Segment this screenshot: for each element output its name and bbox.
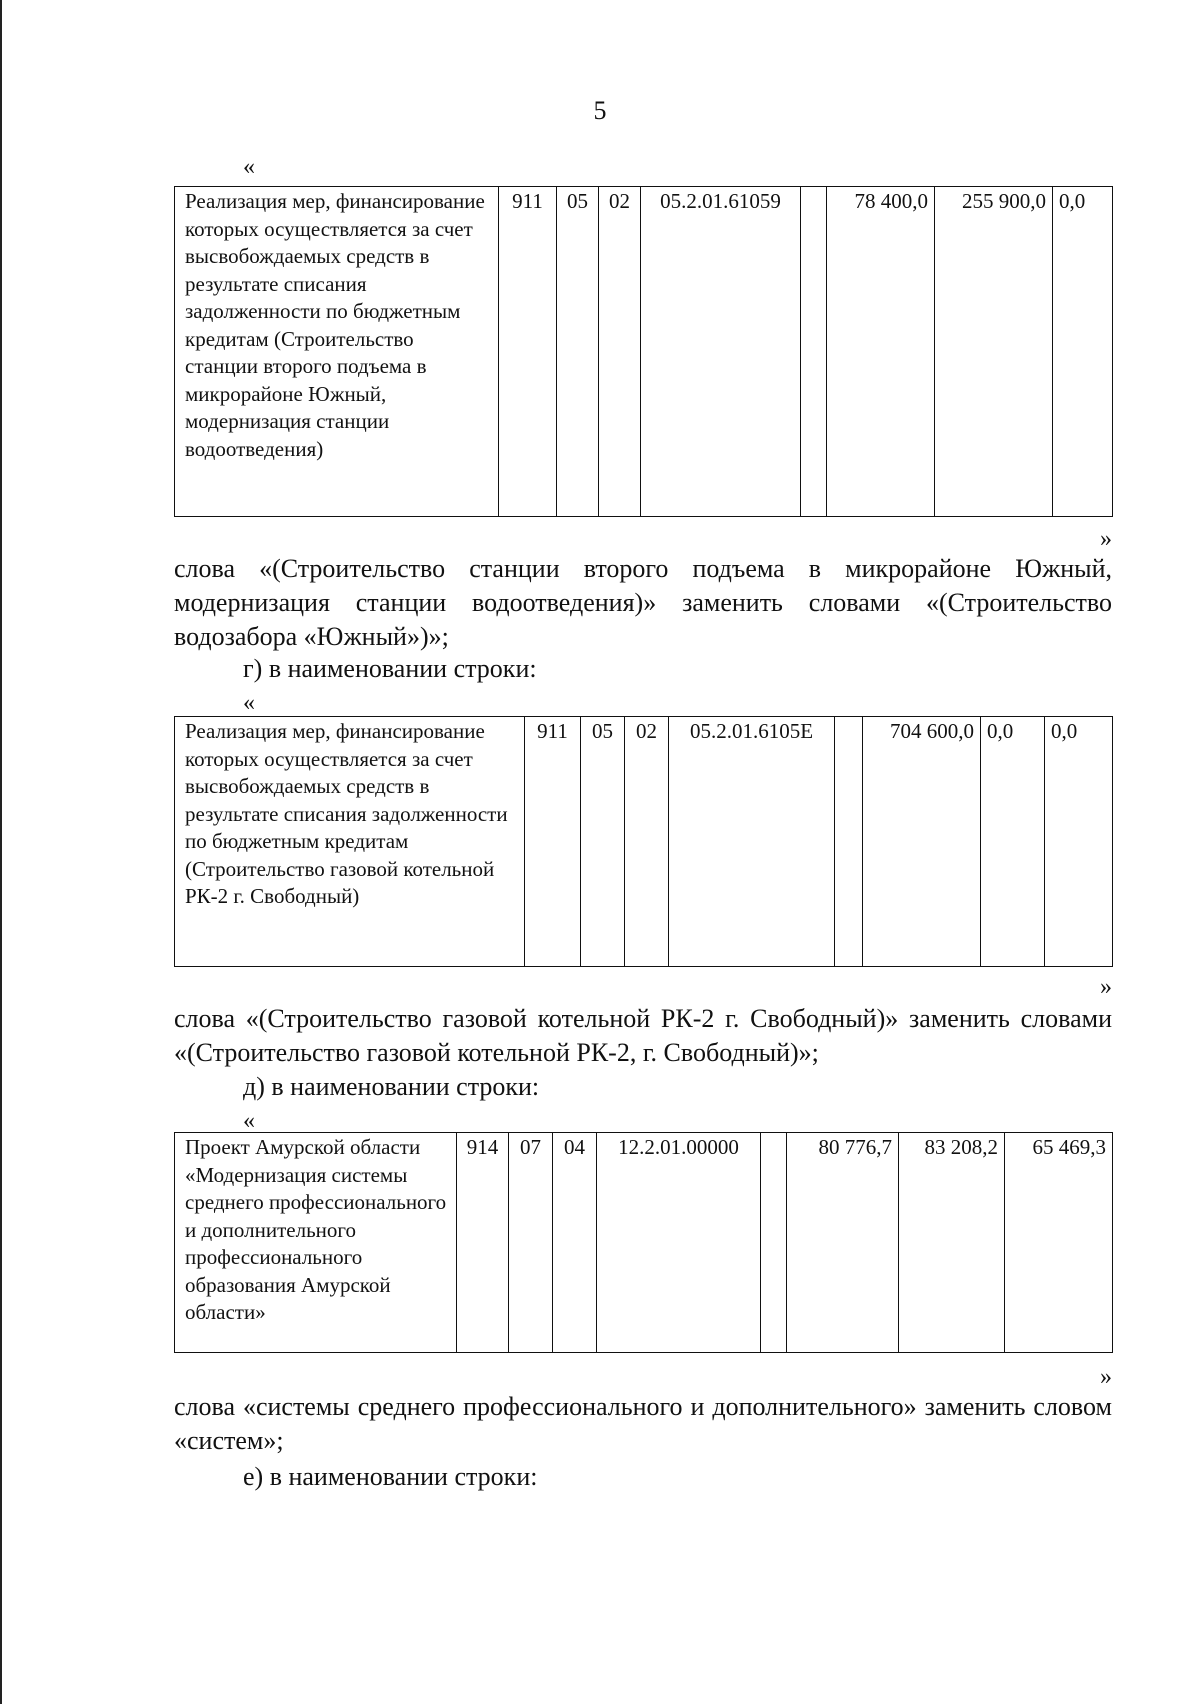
amendment-paragraph: слова «(Строительство газовой котельной РК-2 г. Свободный)» заменить словами «(Строительство газовой котельной РК-2, г. Свободный)»;	[174, 1004, 1112, 1067]
amount-year2-cell: 0,0	[981, 717, 1045, 967]
section-code-cell: 05	[581, 717, 625, 967]
closing-quote: »	[1100, 974, 1112, 1000]
expense-type-cell	[835, 717, 863, 967]
ministry-code-cell: 911	[499, 187, 557, 517]
scan-edge	[0, 0, 2, 1704]
item-heading: е) в наименовании строки:	[243, 1462, 538, 1491]
closing-quote: »	[1100, 526, 1112, 552]
ministry-code-cell: 914	[457, 1133, 509, 1353]
amount-year3-cell: 0,0	[1045, 717, 1113, 967]
row-name-cell: Реализация мер, финансирование которых осуществляется за счет высвобождаемых средств в результате списания задолженности по бюджетным кредитам (Строительство станции второго подъема в микрорайоне Южный, модернизация станции водоотведения)	[175, 187, 499, 517]
closing-quote: »	[1100, 1364, 1112, 1390]
amount-year1-cell: 80 776,7	[787, 1133, 899, 1353]
section-code-cell: 05	[557, 187, 599, 517]
item-heading: д) в наименовании строки:	[243, 1072, 540, 1101]
expense-type-cell	[761, 1133, 787, 1353]
budget-row-table	[174, 716, 1113, 967]
amount-year2-cell: 255 900,0	[935, 187, 1053, 517]
amount-year2-cell: 83 208,2	[899, 1133, 1005, 1353]
item-heading: г) в наименовании строки:	[243, 654, 537, 683]
opening-quote: «	[243, 1108, 255, 1134]
ministry-code-cell: 911	[525, 717, 581, 967]
amount-year1-cell: 704 600,0	[863, 717, 981, 967]
amendment-paragraph: слова «системы среднего профессионального и дополнительного» заменить словом «систем»;	[174, 1392, 1112, 1455]
budget-row-table	[174, 186, 1113, 517]
opening-quote: «	[243, 690, 255, 716]
budget-row-table	[174, 1132, 1113, 1353]
row-name-cell: Проект Амурской области «Модернизация системы среднего профессионального и дополнительного профессионального образования Амурской области»	[175, 1133, 457, 1353]
expense-type-cell	[801, 187, 827, 517]
page-number: 5	[593, 96, 607, 125]
subsection-code-cell: 02	[625, 717, 669, 967]
subsection-code-cell: 02	[599, 187, 641, 517]
row-name-cell: Реализация мер, финансирование которых осуществляется за счет высвобождаемых средств в результате списания задолженности по бюджетным кредитам (Строительство газовой котельной РК-2 г. Свободный)	[175, 717, 525, 967]
table-row	[175, 187, 1113, 517]
subsection-code-cell: 04	[553, 1133, 597, 1353]
opening-quote: «	[243, 154, 255, 180]
section-code-cell: 07	[509, 1133, 553, 1353]
target-article-cell: 05.2.01.6105Е	[669, 717, 835, 967]
table-row	[175, 717, 1113, 967]
amount-year1-cell: 78 400,0	[827, 187, 935, 517]
target-article-cell: 12.2.01.00000	[597, 1133, 761, 1353]
amendment-paragraph: слова «(Строительство станции второго подъема в микрорайоне Южный, модернизация станции водоотведения)» заменить словами «(Строительство водозабора «Южный»)»;	[174, 554, 1112, 651]
table-row	[175, 1133, 1113, 1353]
target-article-cell: 05.2.01.61059	[641, 187, 801, 517]
amount-year3-cell: 0,0	[1053, 187, 1113, 517]
amount-year3-cell: 65 469,3	[1005, 1133, 1113, 1353]
